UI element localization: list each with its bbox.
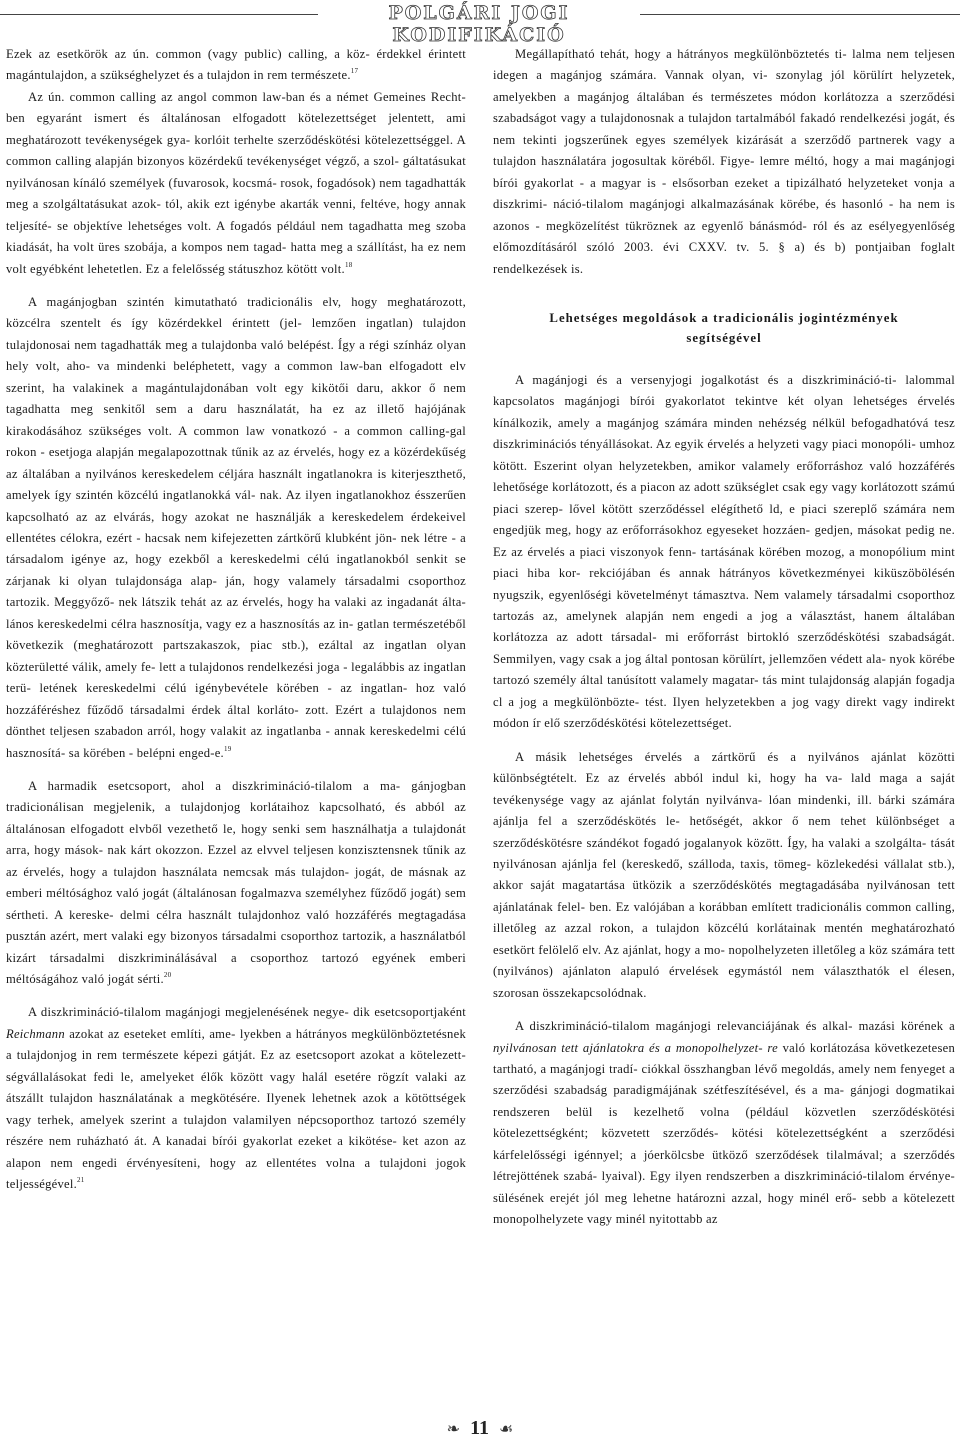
ornament-right-icon: ☙ — [498, 1421, 514, 1438]
paragraph: A diszkrimináció-tilalom magánjogi relevanciájának és alkal- mazási körének a nyilvánosan tett ajánlatokra és a monopolhelyzet- re való korlátozása következetesen tartható, a magánjogi tradí- ciókkal összhangban lévő megoldás, amely nem fenyeget a szerződési szabadság paradigmájának szétfeszítésével, és a ma- gánjogi dogmatikai rendszeren belül is kezelhető volna (például közvetlen szerződéskötési kötelezettségként; közvetett szerződés- kötési kötelezettségként a szerződési kárfelelősségi igénnyel; a jóerkölcsbe ütköző szerződések tilalmával; a szerződés létrejöttének szabá- lyaival). Egy ilyen rendszerben a diszkrimináció-tilalom érvénye- sülésének erejét jól meg lehetne határozni azzal, hogy minél erő- sebb a kötelezett monopolhelyzete vagy minél nyitottabb az — [493, 1019, 956, 1227]
left-column — [6, 44, 466, 1196]
footnote-ref[interactable]: 21 — [77, 1176, 85, 1185]
footnote-ref[interactable]: 17 — [350, 67, 359, 76]
italic-name: Reichmann — [6, 1026, 65, 1041]
paragraph: Megállapítható tehát, hogy a hátrányos megkülönböztetés ti- lalma nem teljesen idegen a magánjog számára. Vannak olyan, vi- szonylag jól körülírt helyzetek, amelyekben a magánjog általában és természetes módon korlátozza a szerződési szabadságot vagy a tulajdonosnak a tulajdon tartalmából fakadó rendelkezési jogát, és nem tekinti jogszerűnek egyes személyek kizárását a szerződő partnerek vagy a tulajdon használatára jogosultak köréből. Figye- lemre méltó, hogy a mai magánjogi bírói gyakorlat - a magyar is - elsősorban ezeket a tipizálható helyzeteket vonja a diszkrimi- náció-tilalom magánjogi alkalmazásának körébe, és hasonló - ha nem is azonos - megközelítést tükröznek az egyenlő bánásmód- ról és az esélyegyenlőség előmozdításáról szóló 2003. évi CXXV. tv. 5. § a) és b) pontjaiban foglalt rendelkezések is. — [493, 47, 955, 276]
paragraph: A másik lehetséges érvelés a zártkörű és a nyilvános ajánlat közötti különbségtételt. Ez az érvelés abból indul ki, hogy ha va- lald maga a saját tevékenysége vagy az ajánlat folytán nyilvánva- lóan mindenki, ill. bárki számára ajánlja fel a szerződéskötés le- hetőségét, akkor ő nem tehet különbséget a szerződéskötésre szándékot fogadó jogalanyok között. Így, ha valaki a szolgálta- tását nyilvánosan ajánlja fel (kereskedő, szálloda, taxis, tömeg- közlekedési vállalat stb.), akkor saját magatartása ütközik a szerződéskötés megtagadásába nyilvánosan tett ajánlatának felel- ben. Ez valójában a korábban említett tradicionális common calling, illetőleg az azzal rokon, a tulajdon közcélú korlátainak mentén meghatározható esetkört felölelő elv. Az ajánlat, hogy a mo- nopolhelyzeten illetőleg a köz számára tett (nyilvános) ajánlaton alapuló érvelések egymástól nem választhatók el élesen, szorosan összekapcsolódnak. — [493, 749, 955, 1000]
section-heading: Lehetséges megoldások a tradicionális jogintézmények segítségével — [549, 310, 899, 345]
page-footer — [0, 1417, 960, 1441]
footnote-ref[interactable]: 20 — [163, 971, 172, 980]
paragraph: A magánjogban szintén kimutatható tradicionális elv, hogy meghatározott, közcélra szentelt és így közérdekkel érintett (jel- lemzően ingatlan) tulajdon tulajdonosai nem tagadhatták meg a tulajdonba való belépést. Így a régi színház olyan hely volt, aho- va mindenki beléphetett, vagy a common law-ban elfogadott elv szerint, ha valakinek a magántulajdonában volt egy kikötői daru, akkor ő nem tagadhatta meg senkitől sem a daru használatát, ha ez az illető hajójának kirakodásához szükséges volt. A common law vonatkozó - a common calling-gal rokon - esetjoga alapján megalapozottnak tűnik az az érvelés, hogy ez a közérdekűség az általában a nyilvános kereskedelem céljára használt ingatlanokra is kiterjeszthető, amelyek így szintén közcélú ingatlanokká vál- nak. Az ilyen ingatlanokhoz ésszerűen kapcsolható az az elvárás, hogy azokat ne használják a kereskedelem érdekeivel ellentétes célokra, ezért - hacsak nem kifejezetten zártkörű klubként jön- nek létre - a társadalom igénye az, hogy ezekből a kereskedelmi célú ingatlanokból senkit se zárjanak ki olyan tulajdonsága alap- ján, hogy valamely társadalmi csoporthoz tartozik. Meggyőző- nek látszik tehát az az érvelés, hogy ha valaki az ingadanát álta- lános kereskedelmi célra hasznosítja, vagy ez a hasznosítás az in- gatlan természetéből következik (meghatározott partszakaszok, piac stb.), ezáltal az ingatlan olyan közterületté válik, amely fe- lett a tulajdonos rendelkezési joga - legalábbis az ingatlan terü- letének kereskedelmi célú igénybevétele körében - az ingatlan- hoz való hozzáféréshez fűződő társadalmi érdek által korláto- zott. Ezért a tulajdonos nem dönthet teljesen szabadon arról, hogy valakit az ingatlanba - annak kereskedelmi célú hasznosítá- sa körében - belépni enged-e.$^{19}$ — [6, 294, 466, 760]
footnote-ref[interactable]: 18 — [344, 260, 353, 269]
page-header — [0, 0, 960, 46]
paragraph: Az ún. common calling az angol common law-ban és a német Gemeines Recht-ben egyaránt ismert és általánosan elfogadott kötelezettséget jelentett, ami meghatározott tevékenységek gya- korlóit terhelte szerződéskötési kötelezettséggel. A common calling alapján bizonyos közérdekű tevékenységet végző, a szol- gáltatásukat nyilvánosan kínáló személyek (fuvarosok, kocsmá- rosok, fogadósok) nem tagadhatták meg a szolgáltatásukat azok- tól, akik ezt igénybe akarták venni, feltéve, hogy annak teljesíté- se objektíve lehetséges volt. A fogadós például nem tagadhatta meg szoba kiadását, ha volt üres szobája, a kompos nem tagad- hatta meg a szállítást, ha ez nem volt egyébként lehetetlen. Ez a felelősség státuszhoz kötött volt.$^{18}$ — [6, 89, 466, 276]
running-title: POLGÁRI JOGI KODIFIKÁCIÓ — [388, 2, 570, 46]
page-number: 11 — [470, 1417, 489, 1439]
paragraph: Ezek az esetkörök az ún. common (vagy public) calling, a köz- érdekkel érintett magántulajdon, a szükséghelyzet és a tulajdon in rem természete.$^{17}$ — [6, 47, 466, 83]
header-rule-left — [0, 14, 318, 15]
italic-phrase: nyilvánosan tett ajánlatokra és a monopolhelyzet- re — [493, 1040, 778, 1055]
header-rule-right — [640, 14, 960, 15]
paragraph: A magánjogi és a versenyjogi jogalkotást és a diszkrimináció-ti- lalommal kapcsolatos magánjogi bírói gyakorlatot tekintve két olyan lehetséges érvelés kínálkozik, amely a magánjog számára minden nehézség nélkül befogadhatóvá tesz diszkriminációs tényállásokat. Az egyik érvelés a helyzeti vagy piaci monopóli- umhoz kötött. Eszerint olyan helyzetekben, amikor valamely erőforráshoz való hozzáférés lehetősége korlátozott, és a piacon az adott szükséglet csak egy vagy korlátozott számú piaci szerep- lővel kötött szerződéssel elégíthető ld, e piaci szereplő számára nem engedjük meg, hogy az erőforrásokhoz egyeseket hozzáen- gedjen, másokat pedig ne. Ez az érvelés a piaci viszonyok fenn- tartásának körében mozog, a monopólium mint piaci hiba kor- rekciójában és annak hátrányos következményei kiküszöbölésén nyugszik, egyenlőségi követelményt támasztva. Nem valamely társadalmi csoporthoz tartozás az, amelynek alapján nem engedi a jog a választást, hanem általában korlátozza az adott társadal- mi erőforrást birtokló szerződéskötési szabadságát. Semmilyen, vagy csak a jog által pontosan körülírt, jellemzően védett ala- nyok körébe tartozó személy által tanúsított valamely magatar- tás mint tulajdonság alapján fogadja cl a jog a megkülönbözte- tést. Ilyen helyzetekben a jog vagy direkt vagy indirekt módon ír elő szerződéskötési kötelezettséget. — [493, 372, 955, 731]
ornament-left-icon: ❧ — [446, 1421, 461, 1438]
right-column — [493, 44, 955, 1231]
paragraph: A diszkrimináció-tilalom magánjogi megjelenésének negye- dik esetcsoportjaként Reichmann azokat az eseteket említi, ame- lyekben a hátrányos megkülönböztetésnek a tulajdonjog in rem természete képezi gátját. Ez az esetcsoport azokat a kötelezett- ségvállalásokat fedi le, amelyeket élők között vagy halál esetére rögzít valaki az átszállt tulajdon használatának a megkötésére. Ilyenek lehetnek azok a kötöttségek vagy terhek, amelyek szerint a tulajdon valamilyen népcsoporthoz tartozó személy részére nem ruházható át. A kanadai bírói gyakorlat ezeket a kikötése- ket azon az alapon nem engedi érvényesíteni, hogy az ellentétes volna a tulajdoni jogok teljességével.$^{21}$ — [6, 1005, 466, 1192]
paragraph: A harmadik esetcsoport, ahol a diszkrimináció-tilalom a ma- gánjogban tradicionálisan megjelenik, a tulajdonjog korlátaihoz kapcsolható, és abból az általánosan elfogadott elvből vezethető le, hogy senki sem használhatja a tulajdonát arra, hogy mások- nak kárt okozzon. Ezzel az elvvel teljesen konzisztensnek tűnik az az érvelés, hogy a tulajdon használata nemcsak más tulajdon- jogát, de másnak az emberi méltósághoz való jogát (általánosan fogalmazva személyhez fűződő jogát) sem sértheti. A kereske- delmi célra használt tulajdonhoz való hozzáférés megtagadása pusztán azért, mert valaki egy bizonyos társadalmi csoporthoz tartozik, a használatból kizárt társadalmi diszkriminálásával a csoporthoz tartozó egyének emberi méltóságához való jogát sérti.$^{20}$ — [6, 778, 466, 987]
footnote-ref[interactable]: 19 — [223, 744, 232, 753]
